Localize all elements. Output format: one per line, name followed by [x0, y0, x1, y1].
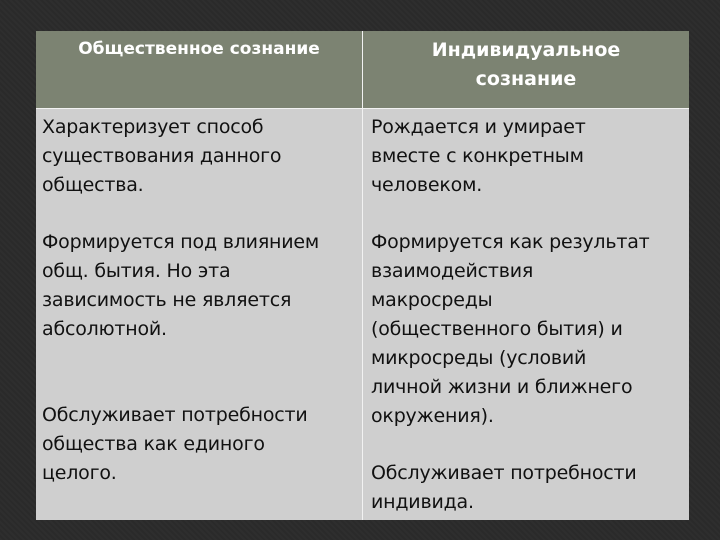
comparison-table — [36, 31, 689, 520]
header-individual-consciousness-text: Индивидуальное сознание — [431, 39, 621, 90]
header-individual-consciousness — [363, 31, 689, 108]
left-cell-characterizes: Характеризует способ существования данного общества. — [42, 116, 282, 196]
column-divider — [362, 31, 363, 520]
left-cell-formed-by: Формируется под влиянием общ. бытия. Но эта зависимость не является абсолютной. — [42, 231, 320, 340]
right-cell-born-and-dies: Рождается и умирает вместе с конкретным человеком. — [371, 116, 586, 196]
right-cell-serves-individual: Обслуживает потребности индивида. — [371, 462, 637, 513]
header-social-consciousness: Общественное сознание — [78, 39, 320, 59]
right-cell-formed-as-result: Формируется как результат взаимодействия макросреды (общественного бытия) и микросреды (условий личной жизни и ближнего окружения). — [371, 231, 650, 427]
left-cell-serves-needs: Обслуживает потребности общества как единого целого. — [42, 404, 308, 484]
